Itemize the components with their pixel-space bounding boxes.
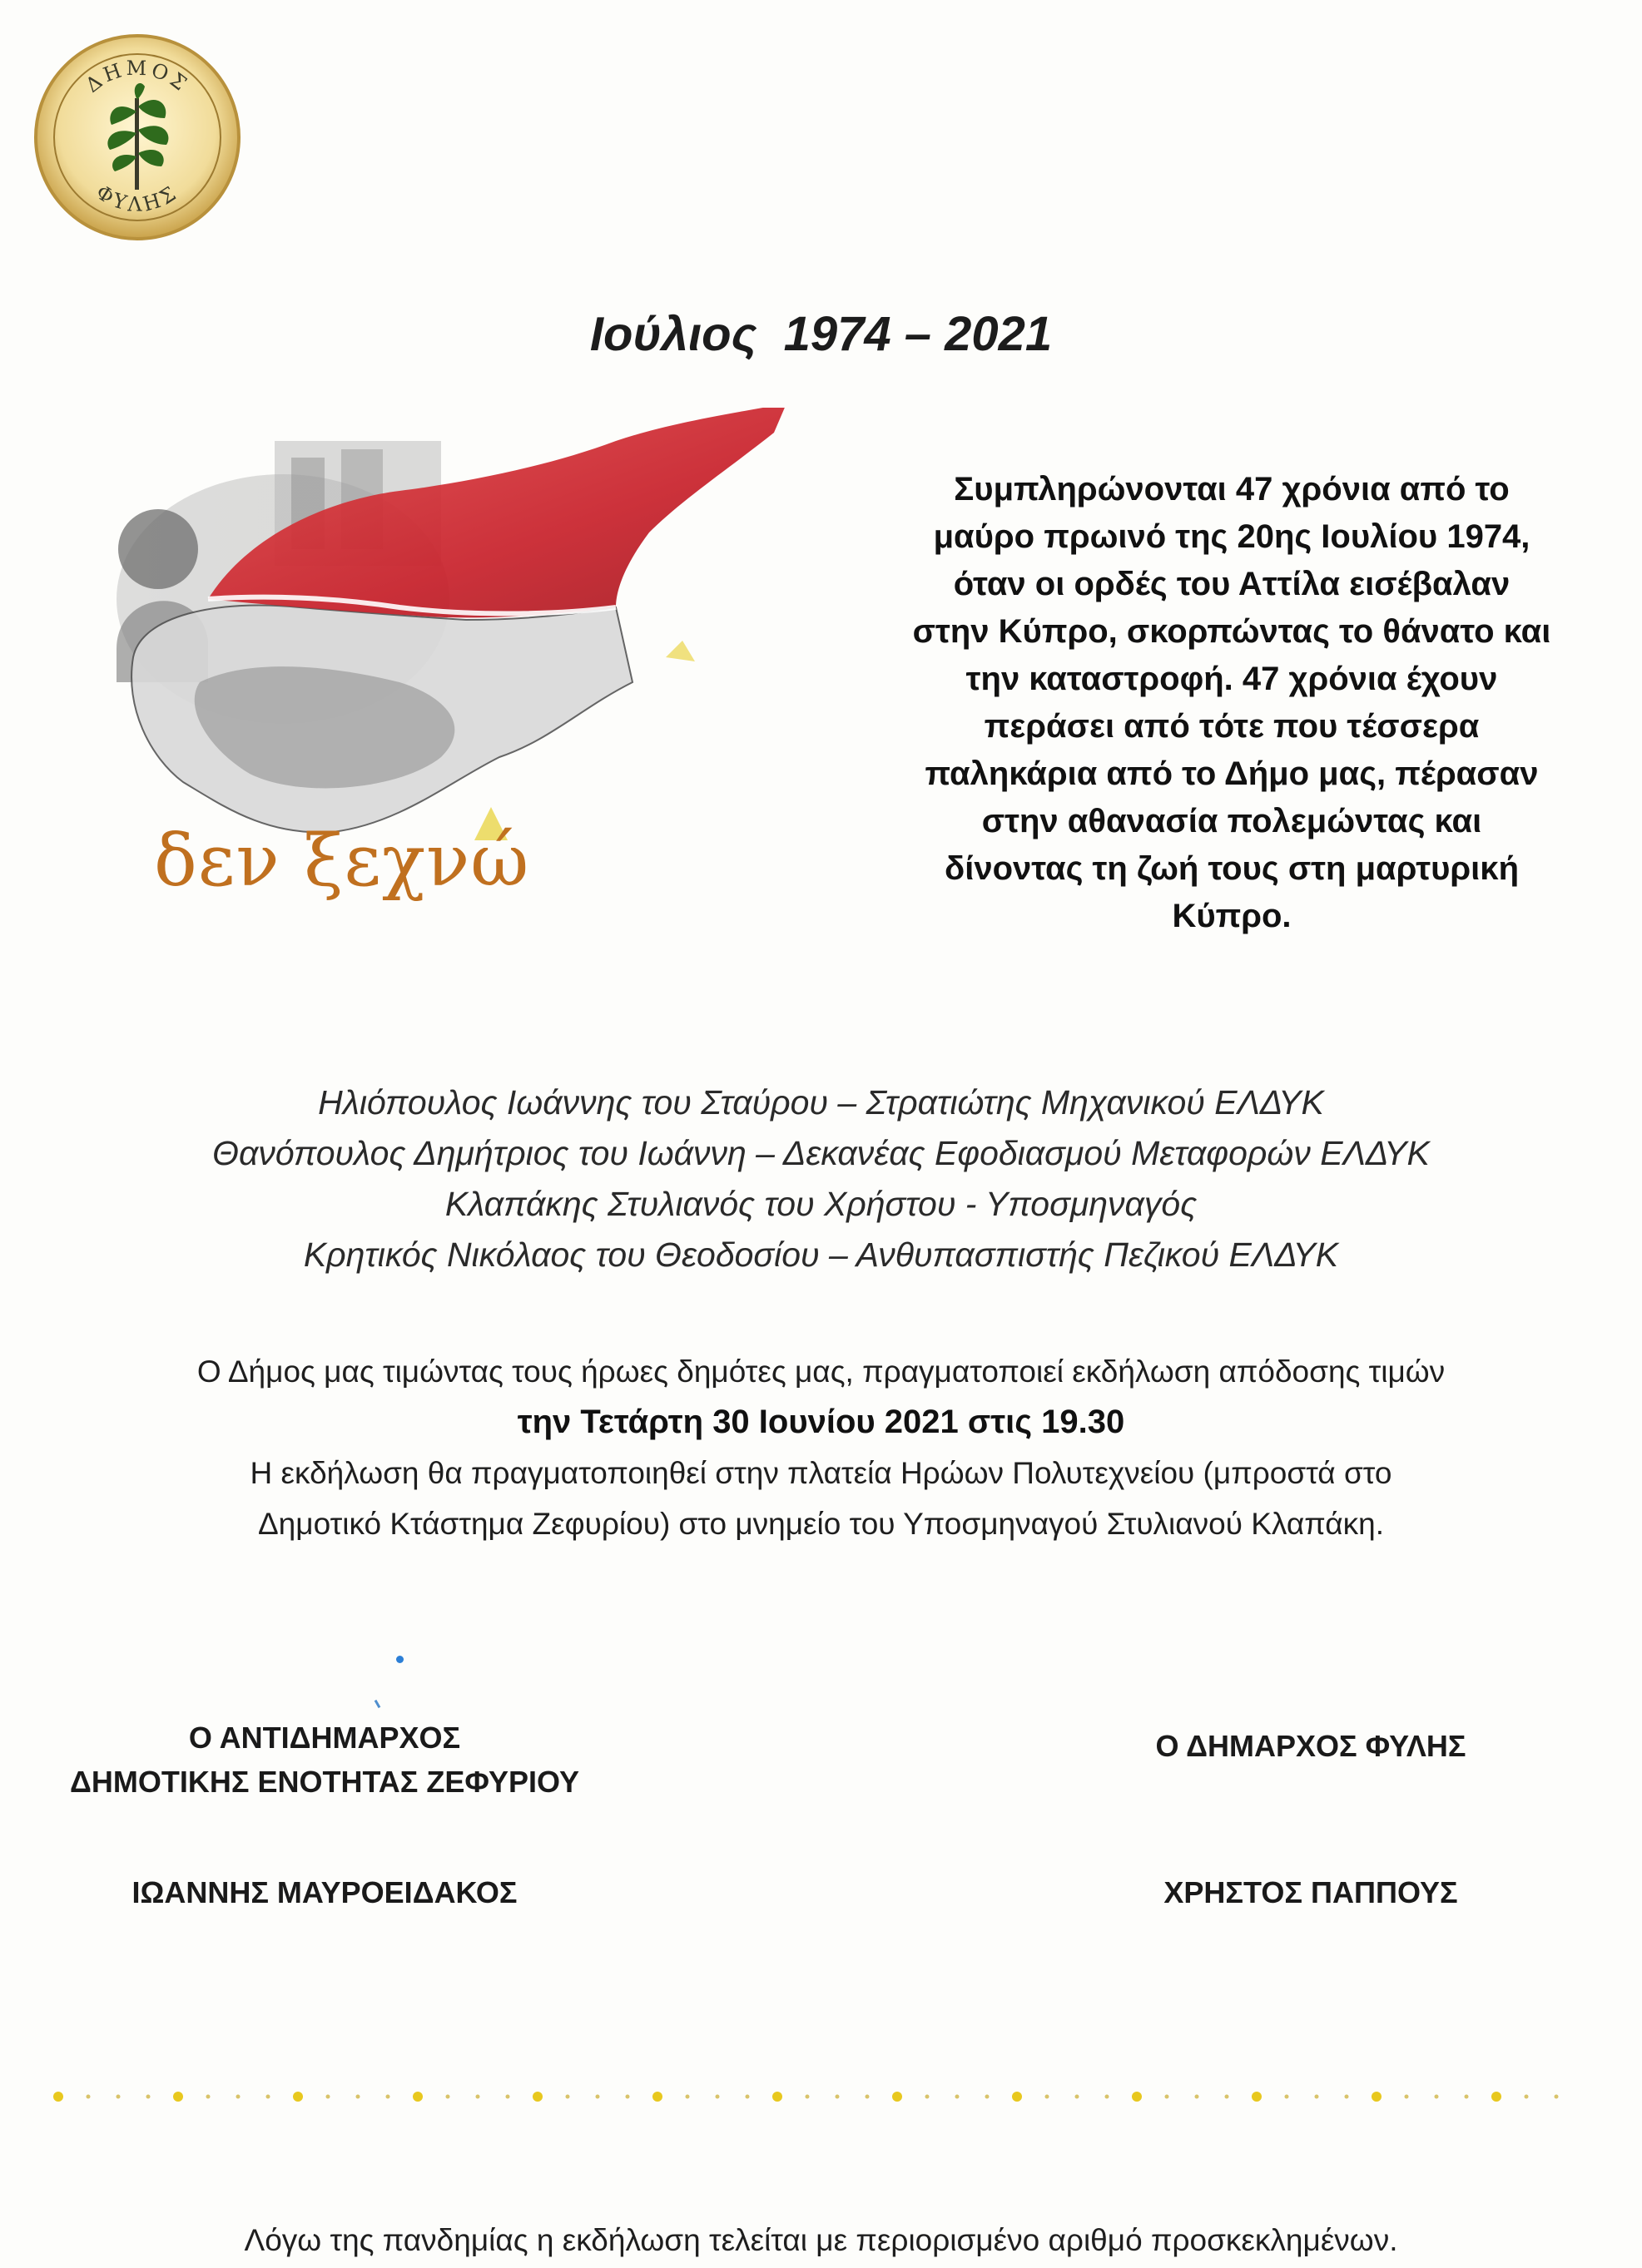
divider-dot [686,2095,690,2099]
divider-dot [1555,2095,1559,2099]
divider-dot [117,2095,121,2099]
divider-dot [772,2092,782,2102]
divider-dot [413,2092,423,2102]
divider-dot [506,2095,510,2099]
divider-dot [386,2095,390,2099]
intro-line: Συμπληρώνονται 47 χρόνια από το [954,471,1510,508]
divider-dot [53,2092,63,2102]
divider-dot [1012,2092,1022,2102]
hero-entry: Κρητικός Νικόλαος του Θεοδοσίου – Ανθυπασπιστής Πεζικού ΕΛΔΥΚ [303,1236,1339,1274]
divider-dot [533,2092,543,2102]
divider-dot [1491,2092,1501,2102]
intro-line: περάσει από τότε που τέσσερα [984,708,1480,745]
page-title: Ιούλιος 1974 – 2021 [589,307,1053,361]
divider-dot [1132,2092,1142,2102]
divider-dot [1345,2095,1349,2099]
divider-dot [1285,2095,1289,2099]
intro-paragraph [832,466,1631,940]
deputy-mayor-title-line: Ο ΑΝΤΙΔΗΜΑΡΧΟΣ [188,1721,461,1755]
divider-dot [1405,2095,1409,2099]
divider-dot [1372,2092,1382,2102]
divider-dot [236,2095,241,2099]
event-location-line: Δημοτικό Κτάστημα Ζεφυρίου) στο μνημείο του Υποσμηναγού Στυλιανού Κλαπάκη. [257,1507,1385,1541]
event-intro: Ο Δήμος μας τιμώντας τους ήρωες δημότες μας, πραγματοποιεί εκδήλωση απόδοσης τιμών [196,1354,1446,1389]
decorative-divider [50,2084,1590,2109]
divider-dot [596,2095,600,2099]
divider-dot [1525,2095,1529,2099]
hero-entry: Ηλιόπουλος Ιωάννης του Σταύρου – Στρατιώτης Μηχανικού ΕΛΔΥΚ [318,1083,1324,1122]
footer-note: Λόγω της πανδημίας η εκδήλωση τελείται με περιορισμένο αριθμό προσκεκλημένων. [244,2223,1398,2257]
divider-dot [1225,2095,1229,2099]
mayor-title: Ο ΔΗΜΑΡΧΟΣ ΦΥΛΗΣ [1155,1729,1466,1763]
divider-dot [1075,2095,1079,2099]
ink-speck [375,1700,381,1708]
intro-line: παληκάρια από το Δήμο μας, πέρασαν [925,755,1539,792]
divider-dot [866,2095,870,2099]
hero-entry: Κλαπάκης Στυλιανός του Χρήστου - Υποσμηναγός [444,1185,1198,1223]
divider-dot [1435,2095,1439,2099]
event-date: την Τετάρτη 30 Ιουνίου 2021 στις 19.30 [517,1404,1125,1440]
divider-dot [356,2095,360,2099]
divider-dot [626,2095,630,2099]
municipality-seal-logo [32,32,243,243]
intro-line: Κύπρο. [1172,898,1292,934]
divider-dot [173,2092,183,2102]
divider-dot [836,2095,840,2099]
event-announcement [0,1346,1642,1549]
deputy-mayor-name: ΙΩΑΝΝΗΣ ΜΑΥΡΟΕΙΔΑΚΟΣ [131,1875,518,1909]
deputy-mayor-title [33,1716,616,1804]
divider-dot [955,2095,960,2099]
slogan-text: δεν ξεχνώ [154,820,530,903]
intro-line: την καταστροφή. 47 χρόνια έχουν [965,661,1498,697]
divider-dot [146,2095,151,2099]
divider-dot [326,2095,330,2099]
divider-dot [1465,2095,1469,2099]
heroes-list [0,1077,1642,1280]
divider-dot [746,2095,750,2099]
deputy-mayor-title-line: ΔΗΜΟΤΙΚΗΣ ΕΝΟΤΗΤΑΣ ΖΕΦΥΡΙΟΥ [70,1765,579,1799]
divider-dot [266,2095,270,2099]
intro-line: δίνοντας τη ζωή τους στη μαρτυρική [945,850,1519,887]
divider-dot [87,2095,91,2099]
divider-dot [652,2092,662,2102]
divider-dot [925,2095,930,2099]
svg-text:ΦΥΛΗΣ: ΦΥΛΗΣ [92,180,183,216]
divider-dot [206,2095,211,2099]
divider-dot [446,2095,450,2099]
hero-entry: Θανόπουλος Δημήτριος του Ιωάννη – Δεκανέας Εφοδιασμού Μεταφορών ΕΛΔΥΚ [212,1134,1430,1172]
intro-line: στην αθανασία πολεμώντας και [981,803,1482,839]
divider-dot [1165,2095,1169,2099]
divider-dot [1105,2095,1109,2099]
event-location-line: Η εκδήλωση θα πραγματοποιηθεί στην πλατεία Ηρώων Πολυτεχνείου (μπροστά στο [250,1456,1392,1490]
ink-speck [396,1656,404,1663]
intro-line: μαύρο πρωινό της 20ης Ιουλίου 1974, [933,518,1530,555]
divider-dot [293,2092,303,2102]
divider-dot [1045,2095,1049,2099]
divider-dot [806,2095,810,2099]
divider-dot [892,2092,902,2102]
divider-dot [566,2095,570,2099]
divider-dot [476,2095,480,2099]
divider-dot [1195,2095,1199,2099]
divider-dot [716,2095,720,2099]
intro-line: στην Κύπρο, σκορπώντας το θάνατο και [912,613,1551,650]
mayor-name: ΧΡΗΣΤΟΣ ΠΑΠΠΟΥΣ [1163,1875,1458,1909]
divider-dot [985,2095,990,2099]
svg-text:ΔΗΜΟΣ: ΔΗΜΟΣ [81,56,194,97]
divider-dot [1315,2095,1319,2099]
intro-line: όταν οι ορδές του Αττίλα εισέβαλαν [953,566,1511,602]
divider-dot [1252,2092,1262,2102]
